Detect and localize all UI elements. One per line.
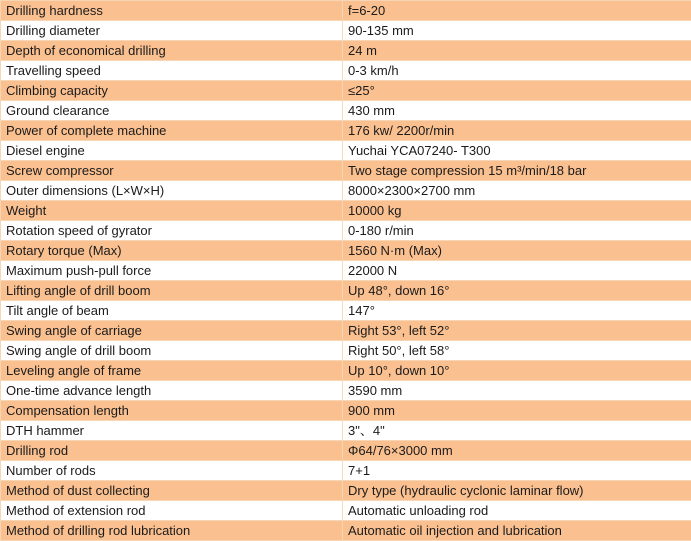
table-row <box>1 381 691 401</box>
spec-label: Method of dust collecting <box>1 481 343 501</box>
spec-value: 147° <box>343 301 691 321</box>
spec-label: Drilling hardness <box>1 1 343 21</box>
table-row <box>1 521 691 541</box>
spec-label: Power of complete machine <box>1 121 343 141</box>
spec-label: Tilt angle of beam <box>1 301 343 321</box>
table-row <box>1 301 691 321</box>
spec-label: Leveling angle of frame <box>1 361 343 381</box>
spec-value: Automatic unloading rod <box>343 501 691 521</box>
table-row <box>1 461 691 481</box>
spec-value: 3"、4" <box>343 421 691 441</box>
spec-value: 0-180 r/min <box>343 221 691 241</box>
spec-value: Right 50°, left 58° <box>343 341 691 361</box>
spec-label: Rotary torque (Max) <box>1 241 343 261</box>
spec-label: Screw compressor <box>1 161 343 181</box>
spec-label: DTH hammer <box>1 421 343 441</box>
spec-value: 3590 mm <box>343 381 691 401</box>
table-row <box>1 141 691 161</box>
table-row <box>1 481 691 501</box>
table-row <box>1 321 691 341</box>
spec-value: Two stage compression 15 m³/min/18 bar <box>343 161 691 181</box>
table-row <box>1 341 691 361</box>
table-row <box>1 241 691 261</box>
spec-label: Swing angle of drill boom <box>1 341 343 361</box>
table-row <box>1 361 691 381</box>
spec-value: 1560 N·m (Max) <box>343 241 691 261</box>
spec-value: Automatic oil injection and lubrication <box>343 521 691 541</box>
table-row <box>1 421 691 441</box>
spec-label: Depth of economical drilling <box>1 41 343 61</box>
spec-label: Travelling speed <box>1 61 343 81</box>
spec-value: 0-3 km/h <box>343 61 691 81</box>
spec-value: Yuchai YCA07240- T300 <box>343 141 691 161</box>
spec-value: 10000 kg <box>343 201 691 221</box>
spec-label: Climbing capacity <box>1 81 343 101</box>
spec-value: Φ64/76×3000 mm <box>343 441 691 461</box>
table-row <box>1 1 691 21</box>
spec-value: Right 53°, left 52° <box>343 321 691 341</box>
spec-label: Drilling diameter <box>1 21 343 41</box>
spec-value: 176 kw/ 2200r/min <box>343 121 691 141</box>
spec-label: Rotation speed of gyrator <box>1 221 343 241</box>
spec-value: Up 48°, down 16° <box>343 281 691 301</box>
table-row <box>1 181 691 201</box>
spec-value: 8000×2300×2700 mm <box>343 181 691 201</box>
table-row <box>1 501 691 521</box>
table-row <box>1 261 691 281</box>
spec-value: f=6-20 <box>343 1 691 21</box>
table-row <box>1 101 691 121</box>
spec-label: Ground clearance <box>1 101 343 121</box>
spec-label: Method of extension rod <box>1 501 343 521</box>
spec-value: 22000 N <box>343 261 691 281</box>
table-row <box>1 161 691 181</box>
spec-value: 24 m <box>343 41 691 61</box>
spec-value: 90-135 mm <box>343 21 691 41</box>
spec-label: Maximum push-pull force <box>1 261 343 281</box>
spec-label: Outer dimensions (L×W×H) <box>1 181 343 201</box>
spec-label: Compensation length <box>1 401 343 421</box>
spec-label: Drilling rod <box>1 441 343 461</box>
spec-label: Weight <box>1 201 343 221</box>
spec-value: 900 mm <box>343 401 691 421</box>
spec-label: Number of rods <box>1 461 343 481</box>
table-row <box>1 221 691 241</box>
table-row <box>1 121 691 141</box>
table-row <box>1 21 691 41</box>
spec-value: Up 10°, down 10° <box>343 361 691 381</box>
spec-label: Swing angle of carriage <box>1 321 343 341</box>
spec-value: 7+1 <box>343 461 691 481</box>
table-row <box>1 201 691 221</box>
spec-label: Lifting angle of drill boom <box>1 281 343 301</box>
table-row <box>1 81 691 101</box>
spec-label: One-time advance length <box>1 381 343 401</box>
spec-value: ≤25° <box>343 81 691 101</box>
table-row <box>1 281 691 301</box>
table-row <box>1 41 691 61</box>
spec-value: Dry type (hydraulic cyclonic laminar flow) <box>343 481 691 501</box>
table-row <box>1 401 691 421</box>
spec-label: Diesel engine <box>1 141 343 161</box>
spec-value: 430 mm <box>343 101 691 121</box>
specification-table-body <box>1 1 691 541</box>
table-row <box>1 61 691 81</box>
spec-label: Method of drilling rod lubrication <box>1 521 343 541</box>
table-row <box>1 441 691 461</box>
